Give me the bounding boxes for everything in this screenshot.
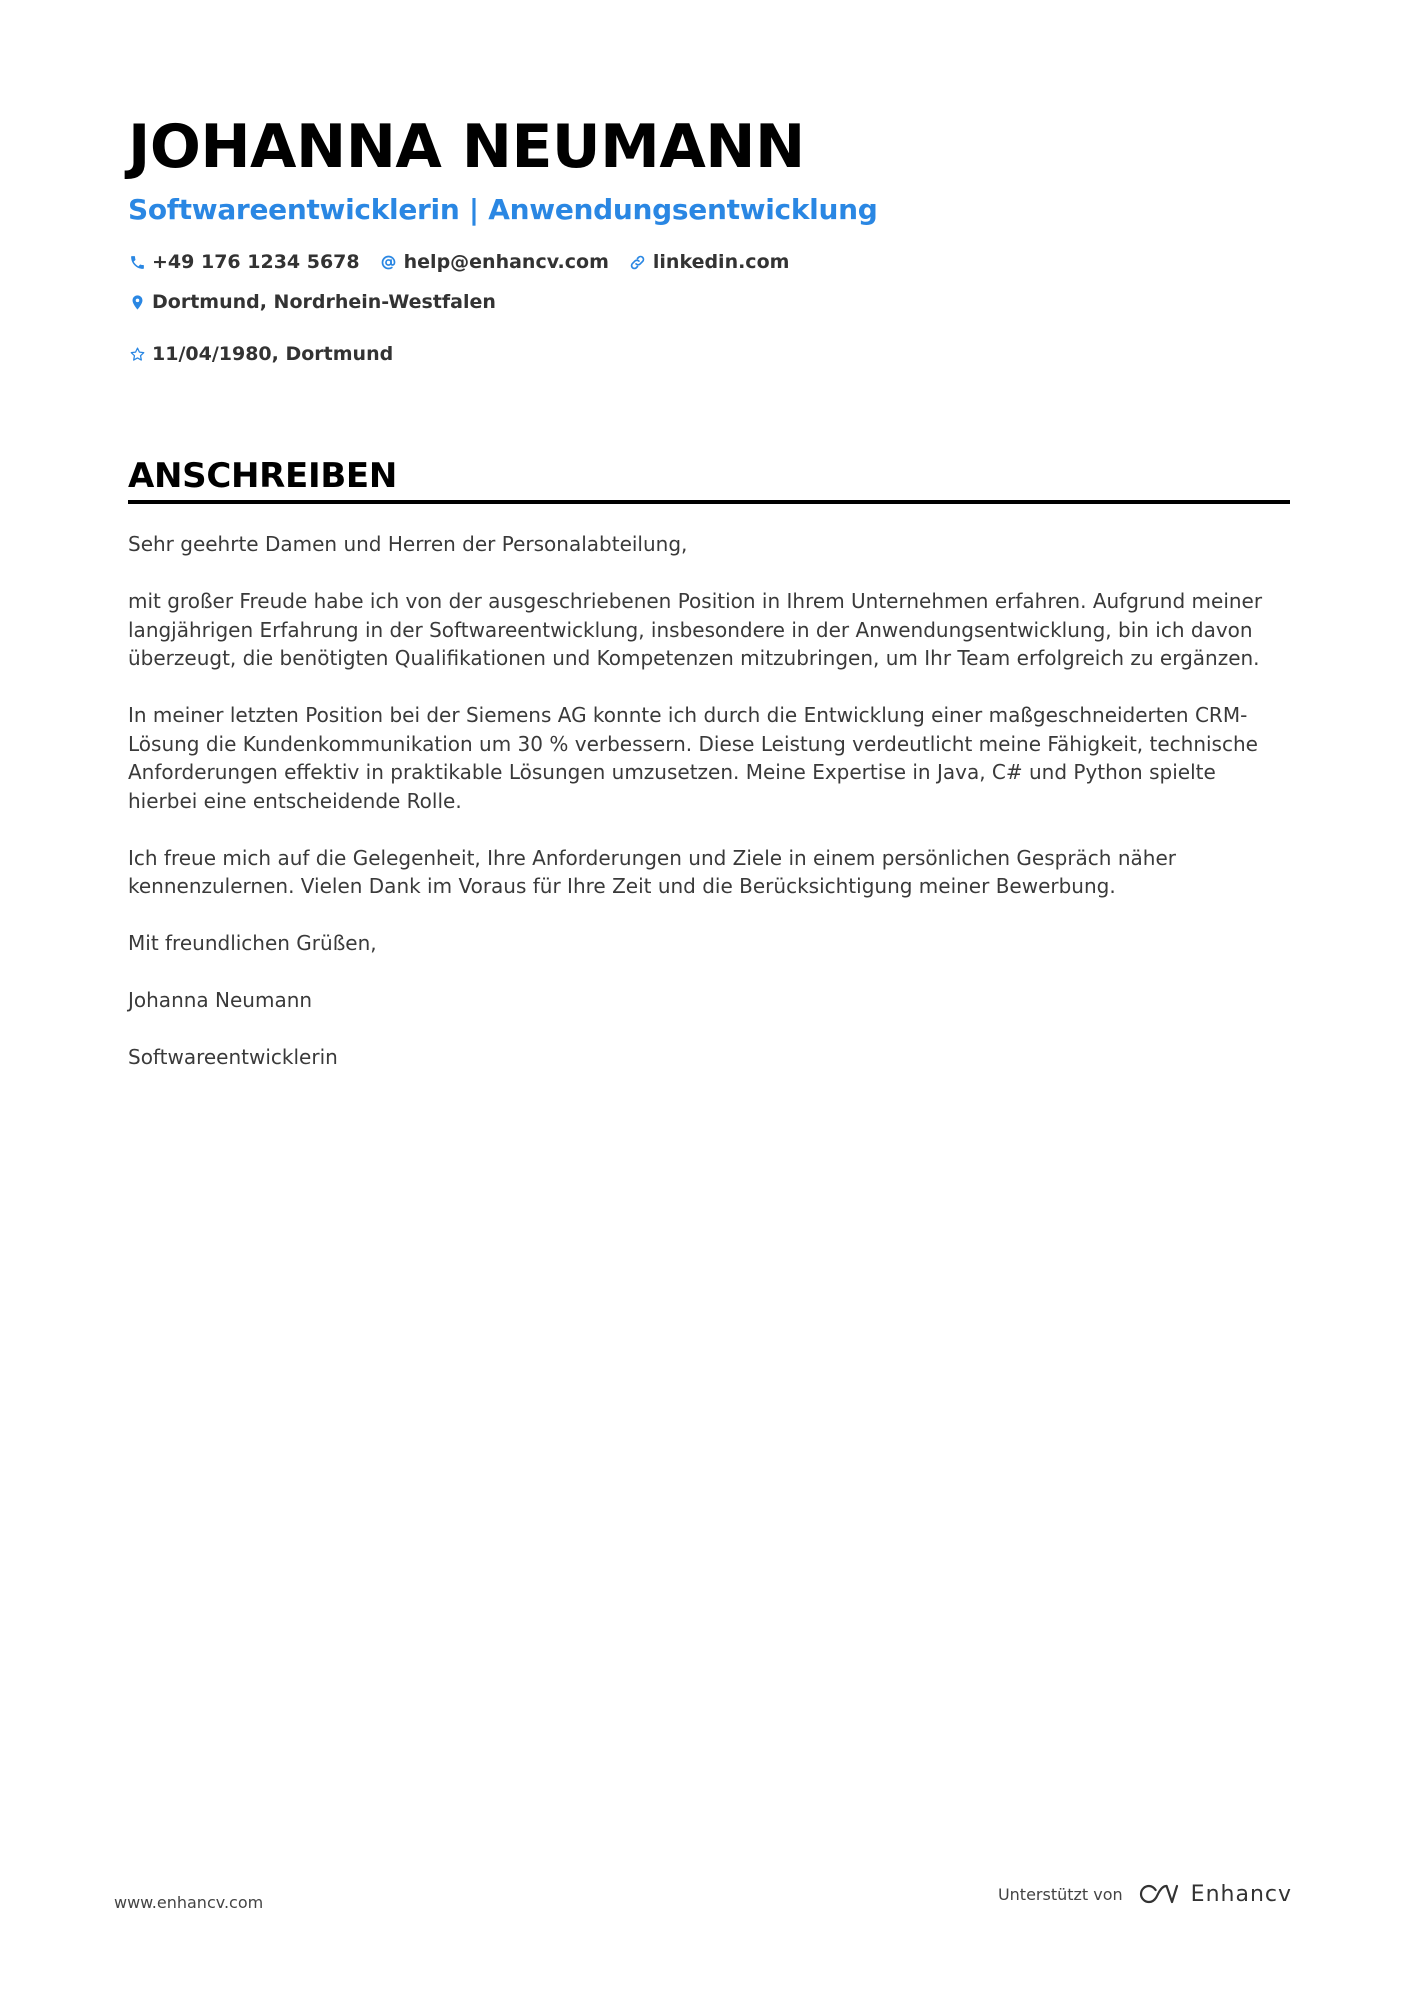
at-icon [380, 253, 398, 271]
letter-body [128, 530, 1278, 1072]
letter-paragraph-1: mit großer Freude habe ich von der ausgeschriebenen Position in Ihrem Unternehmen erfahren. Aufgrund meiner langjährigen Erfahrung in der Softwareentwicklung, insbesondere in der Anwendungsentwicklung, bin ich davon überzeugt, die benötigten Qualifikationen und Kompetenzen mitzubringen, um Ihr Team erfolgreich zu ergänzen. [128, 589, 1263, 670]
contact-birthdate-text: 11/04/1980, Dortmund [152, 343, 394, 365]
contact-location [128, 288, 496, 316]
letter-signature-title: Softwareentwicklerin [128, 1045, 338, 1069]
cover-letter-page [128, 112, 1290, 1100]
candidate-name: JOHANNA NEUMANN [128, 112, 805, 182]
contact-birthdate [128, 340, 393, 368]
contact-email-text: help@enhancv.com [403, 251, 609, 273]
letter-paragraph-3: Ich freue mich auf die Gelegenheit, Ihre Anforderungen und Ziele in einem persönlichen Gespräch näher kennenzulernen. Vielen Dank im Voraus für Ihre Zeit und die Berücksichtigung meiner Bewerbung. [128, 845, 1176, 898]
star-icon [128, 345, 146, 363]
enhancv-logo [1135, 1880, 1292, 1908]
letter-salutation: Sehr geehrte Damen und Herren der Personalabteilung, [128, 532, 688, 556]
footer-branding[interactable] [998, 1880, 1292, 1908]
contact-linkedin-text: linkedin.com [652, 251, 790, 273]
phone-icon [128, 253, 146, 271]
link-icon [629, 253, 647, 271]
powered-by-label: Unterstützt von [997, 1884, 1123, 1904]
location-pin-icon [128, 293, 146, 311]
brand-name: Enhancv [1190, 1881, 1292, 1907]
candidate-title: Softwareentwicklerin | Anwendungsentwicklung [128, 193, 878, 226]
contact-phone [128, 248, 360, 276]
letter-closing: Mit freundlichen Grüßen, [128, 931, 377, 955]
footer-website[interactable]: www.enhancv.com [114, 1893, 264, 1912]
section-heading: ANSCHREIBEN [128, 456, 398, 496]
enhancv-logo-icon [1135, 1880, 1181, 1908]
contact-phone-text: +49 176 1234 5678 [152, 251, 360, 273]
contact-email[interactable] [380, 248, 609, 276]
letter-paragraph-2: In meiner letzten Position bei der Siemens AG konnte ich durch die Entwicklung einer maßgeschneiderten CRM-Lösung die Kundenkommunikation um 30 % verbessern. Diese Leistung verdeutlicht meine Fähigkeit, technische Anforderungen effektiv in praktikable Lösungen umzusetzen. Meine Expertise in Java, C# und Python spielte hierbei eine entscheidende Rolle. [128, 703, 1258, 813]
letter-signature-name: Johanna Neumann [128, 988, 313, 1012]
contact-info [128, 248, 1128, 368]
contact-linkedin[interactable] [629, 248, 790, 276]
contact-location-text: Dortmund, Nordrhein-Westfalen [152, 291, 496, 313]
section-divider [128, 500, 1290, 504]
